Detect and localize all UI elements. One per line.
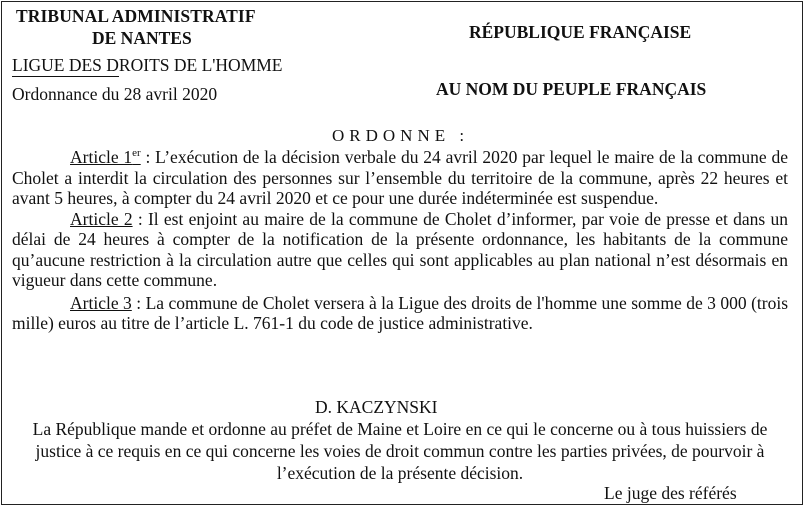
party-name: LIGUE DES DROITS DE L'HOMME	[12, 55, 283, 75]
in-name-of-heading: AU NOM DU PEUPLE FRANÇAIS	[436, 79, 707, 99]
article-3	[12, 293, 788, 334]
article-3-separator: :	[131, 292, 146, 313]
ordonne-heading: ORDONNE :	[332, 126, 470, 145]
republic-heading: RÉPUBLIQUE FRANÇAISE	[469, 22, 692, 42]
article-1-text: L’exécution de la décision verbale du 24 avril 2020 par lequel le maire de la commune de Cholet a interdit la circulation des personnes sur l’ensemble du territoire de la commune, après 22 heures et avant 5 heures, à compter du 24 avril 2020 et ce pour une durée indéterminée est suspendue.	[12, 147, 788, 208]
signature-title: Le juge des référés	[604, 483, 737, 503]
article-3-label: Article 3	[70, 292, 132, 313]
article-1-label: Article 1er	[70, 147, 141, 167]
article-2-separator: :	[132, 208, 148, 229]
article-2-label: Article 2	[70, 208, 133, 229]
articles-body	[12, 147, 788, 334]
article-2	[12, 209, 788, 291]
court-name-line2: DE NANTES	[92, 28, 192, 48]
executory-formula: La République mande et ordonne au préfet de Maine et Loire en ce qui le concerne ou à tous huissiers de justice à ce requis en ce qui concerne les voies de droit commun contre les parties privées, de pourvoir à l’exécution de la présente décision.	[32, 419, 768, 483]
article-1-label-sup: er	[132, 147, 141, 160]
article-2-text: Il est enjoint au maire de la commune de Cholet d’informer, par voie de presse et dans un délai de 24 heures à compter de la notification de la présente ordonnance, les habitants de la commune qu’aucune restriction à la circulation autre que celles qui sont applicables au plan national n’est désormais en vigueur dans cette commune.	[12, 208, 788, 290]
order-date: Ordonnance du 28 avril 2020	[12, 84, 218, 104]
party-underline	[12, 76, 119, 77]
article-1	[12, 147, 788, 209]
article-1-separator: :	[140, 147, 156, 167]
ordinance-document	[1, 1, 803, 505]
judge-name: D. KACZYNSKI	[315, 397, 438, 417]
article-3-text: La commune de Cholet versera à la Ligue des droits de l'homme une somme de 3 000 (trois mille) euros au titre de l’article L. 761-1 du code de justice administrative.	[12, 292, 789, 333]
court-name-line1: TRIBUNAL ADMINISTRATIF	[16, 6, 256, 26]
